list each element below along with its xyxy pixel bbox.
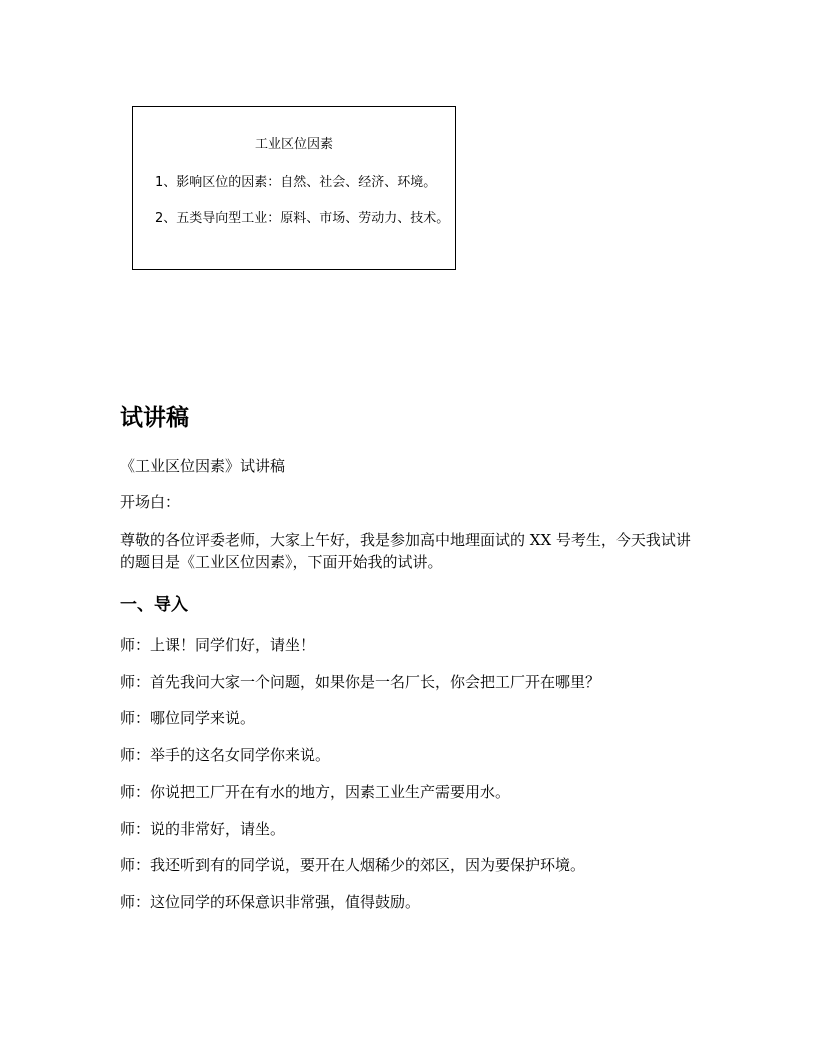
dialogue-line: 师：你说把工厂开在有水的地方，因素工业生产需要用水。: [120, 783, 511, 801]
opening-paragraph: 尊敬的各位评委老师，大家上午好，我是参加高中地理面试的 XX 号考生，今天我试讲的题目是《工业区位因素》，下面开始我的试讲。: [120, 531, 691, 571]
dialogue-line: 师：举手的这名女同学你来说。: [120, 746, 331, 764]
board-line-1: 1、影响区位的因素：自然、社会、经济、环境。: [155, 175, 437, 190]
dialogue-line: 师：我还听到有的同学说，要开在人烟稀少的郊区，因为要保护环境。: [120, 856, 586, 874]
dialogue-line: 师：首先我问大家一个问题，如果你是一名厂长，你会把工厂开在哪里？: [120, 673, 601, 691]
page-title: 试讲稿: [120, 405, 189, 431]
dialogue-line: 师：说的非常好，请坐。: [120, 820, 286, 838]
dialogue-line: 师：哪位同学来说。: [120, 709, 256, 727]
dialogue-line: 师：上课！同学们好，请坐！: [120, 636, 316, 654]
board-title: 工业区位因素: [254, 137, 333, 152]
opening-label: 开场白：: [120, 493, 181, 511]
blackboard-summary-box: [132, 106, 456, 270]
subtitle: 《工业区位因素》试讲稿: [120, 457, 286, 475]
dialogue-line: 师：这位同学的环保意识非常强，值得鼓励。: [120, 893, 421, 911]
section-heading-intro: 一、导入: [120, 595, 188, 615]
board-line-2: 2、五类导向型工业：原料、市场、劳动力、技术。: [155, 211, 450, 226]
